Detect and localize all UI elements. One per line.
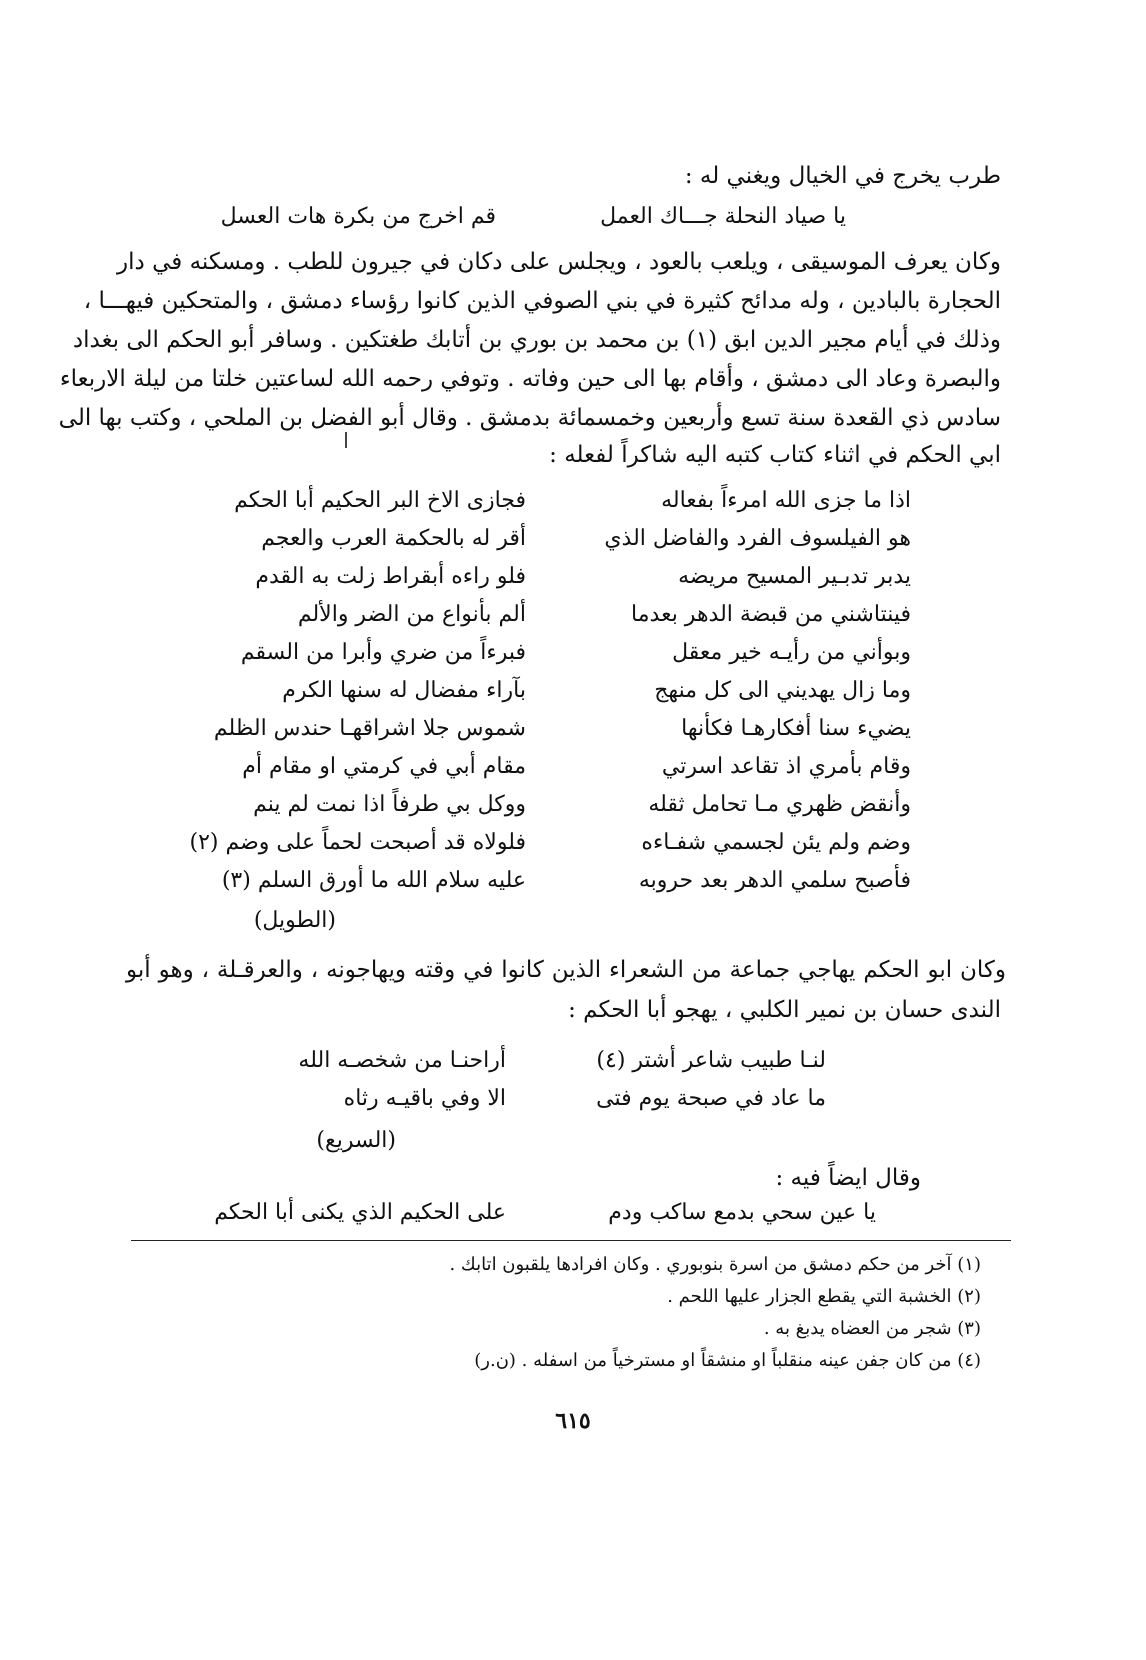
verse-right: وبوأني من رأيـه خير معقل [672, 640, 911, 665]
verse-right: وما زال يهديني الى كل منهج [654, 678, 911, 703]
verse-left: فلو راءه أبقراط زلت به القدم [255, 564, 526, 589]
verse-left: فلولاه قد أصبحت لحماً على وضم (٢) [189, 830, 526, 855]
footnote: (١) آخر من حكم دمشق من اسرة بنوبوري . وكان افرادها يلقبون اتابك . [449, 1254, 981, 1275]
couplet-right-hemistich: يا صياد النحلة جـــاك العمل [600, 204, 846, 229]
verse-left: على الحكيم الذي يكنى أبا الحكم [214, 1200, 506, 1225]
verse-right: يا عين سحي بدمع ساكب ودم [608, 1200, 876, 1225]
paragraph-line: ابي الحكم في اثناء كتاب كتبه اليه شاكراً لفعله : [549, 442, 1001, 468]
footnote: (٤) من كان جفن عينه منقلباً او منشقاً او مسترخياً من اسفله . (ن.ر) [474, 1350, 981, 1371]
paragraph-line: وكان ابو الحكم يهاجي جماعة من الشعراء الذين كانوا في وقته ويهاجونه ، والعرقـلة ، وهو أبو [126, 957, 1006, 983]
verse-left: فبرءاً من ضري وأبرا من السقم [240, 640, 526, 665]
verse-right: وقام بأمري اذ تقاعد اسرتي [661, 754, 911, 779]
footnote-divider [131, 1240, 1011, 1241]
verse-left: شموس جلا اشراقهـا حندس الظلم [213, 716, 526, 741]
intro-line: طرب يخرج في الخيال ويغني له : [684, 163, 1001, 189]
verse-right: يدبر تدبـير المسيح مريضه [678, 564, 911, 589]
couplet-left-hemistich: قم اخرج من بكرة هات العسل [220, 204, 496, 229]
paragraph-line: سادس ذي القعدة سنة تسع وأربعين وخمسمائة بدمشق . وقال أبو الفضل بن الملحي ، وكتب بها الى [58, 405, 1001, 431]
footnote: (٣) شجر من العضاه يدبغ به . [763, 1318, 981, 1339]
paragraph-line: وذلك في أيام مجير الدين ابق (١) بن محمد بن بوري بن أتابك طغتكين . وسافر أبو الحكم الى بغداد [72, 327, 1001, 353]
verse-right: لنـا طبيب شاعر أشتر (٤) [596, 1048, 826, 1073]
verse-right: يضيء سنا أفكارهـا فكأنها [681, 716, 911, 741]
paragraph-line: الندى حسان بن نمير الكلبي ، يهجو أبا الحكم : [568, 997, 1001, 1023]
poem-meter-label: (السريع) [316, 1128, 396, 1153]
verse-right: اذا ما جزى الله امرءاً بفعاله [661, 488, 911, 513]
page-number: ٦١٥ [555, 1408, 591, 1434]
verse-left: أراحنـا من شخصـه الله [298, 1048, 506, 1073]
verse-right: فأصبح سلمي الدهر بعد حروبه [638, 868, 911, 893]
verse-right: هو الفيلسوف الفرد والفاضل الذي [604, 526, 911, 551]
verse-right: ما عاد في صبحة يوم فتى [596, 1086, 826, 1111]
paragraph-line: والبصرة وعاد الى دمشق ، وأقام بها الى حين وفاته . وتوفي رحمه الله لساعتين خلتا من ليلة الاربعاء [59, 366, 1001, 392]
verse-left: فجازى الاخ البر الحكيم أبا الحكم [234, 488, 526, 513]
verse-left: أقر له بالحكمة العرب والعجم [261, 526, 526, 551]
verse-right: وضم ولم يئن لجسمي شفـاءه [641, 830, 911, 855]
paragraph-line: الحجارة بالبادين ، وله مدائح كثيرة في بني الصوفي الذين كانوا رؤساء دمشق ، والمتحكين فيهـــا ، [83, 288, 1001, 314]
verse-left: مقام أبي في كرمتي او مقام أم [242, 754, 526, 779]
verse-left: عليه سلام الله ما أورق السلم (٣) [221, 868, 526, 893]
footnote: (٢) الخشبة التي يقطع الجزار عليها اللحم . [667, 1286, 981, 1307]
verse-left: ألم بأنواع من الضر والألم [297, 602, 526, 627]
verse-right: فينتاشني من قبضة الدهر بعدما [631, 602, 911, 627]
verse-left: الا وفي باقيـه رثاه [343, 1086, 506, 1111]
verse-left: ووكل بي طرفاً اذا نمت لم ينم [253, 792, 526, 817]
margin-mark [345, 432, 347, 448]
paragraph-line: وقال ايضاً فيه : [775, 1165, 921, 1191]
paragraph-line: وكان يعرف الموسيقى ، ويلعب بالعود ، ويجلس على دكان في جيرون للطب . ومسكنه في دار [117, 249, 1001, 275]
poem-meter-label: (الطويل) [253, 908, 336, 933]
verse-right: وأنقض ظهري مـا تحامل ثقله [648, 792, 911, 817]
verse-left: بآراء مفضال له سنها الكرم [282, 678, 526, 703]
